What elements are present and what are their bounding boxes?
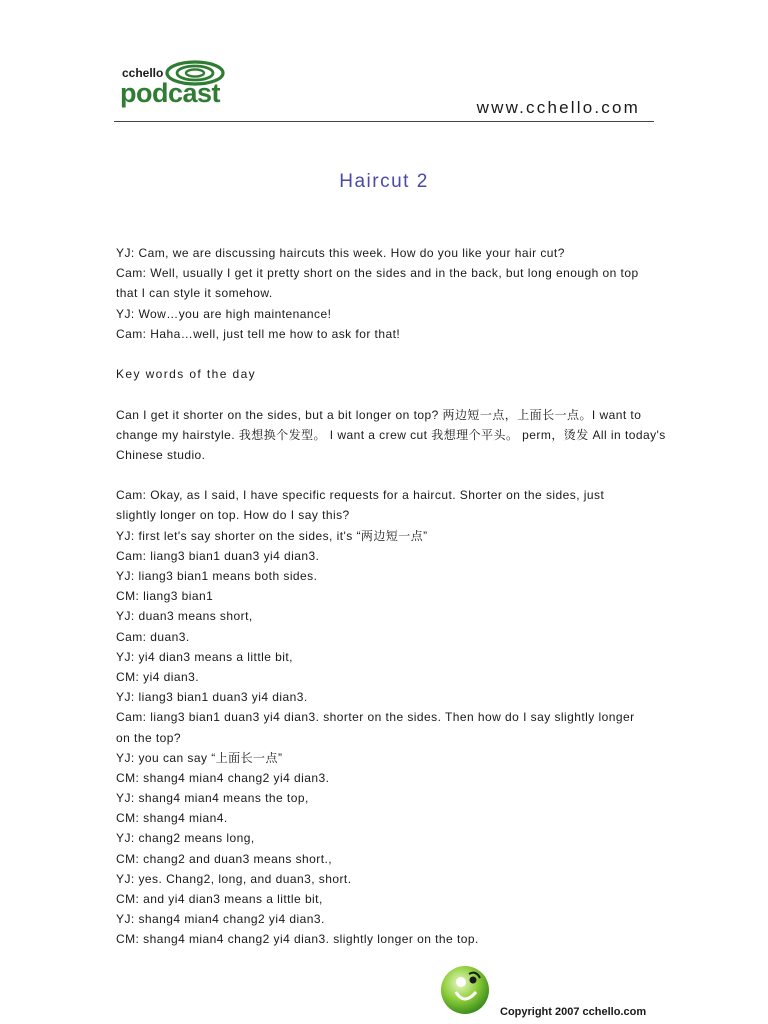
- dialogue-line: Cam: Okay, as I said, I have specific requests for a haircut. Shorter on the sides, just: [116, 488, 605, 503]
- keywords-line: Can I get it shorter on the sides, but a bit longer on top? 两边短一点，上面长一点。I want to: [116, 407, 642, 422]
- dialogue-line: CM: chang2 and duan3 means short.,: [116, 851, 333, 866]
- intro-line: Cam: Haha…well, just tell me how to ask for that!: [116, 326, 401, 341]
- transcript-body: [116, 243, 666, 950]
- dialogue-line: YJ: liang3 bian1 duan3 yi4 dian3.: [116, 690, 308, 705]
- paragraph-gap: [116, 384, 656, 404]
- dialogue-line: CM: liang3 bian1: [116, 589, 214, 604]
- dialogue-line: YJ: chang2 means long,: [116, 831, 255, 846]
- keywords-line: change my hairstyle. 我想换个发型。 I want a crew cut 我想理个平头。 perm，烫发 All in today's: [116, 427, 666, 442]
- intro-line: YJ: Wow…you are high maintenance!: [116, 306, 332, 321]
- green-ball-logo-icon: [438, 962, 494, 1018]
- dialogue-line: YJ: shang4 mian4 chang2 yi4 dian3.: [116, 912, 325, 927]
- intro-line: YJ: Cam, we are discussing haircuts this week. How do you like your hair cut?: [116, 246, 565, 260]
- dialogue-line: CM: shang4 mian4 chang2 yi4 dian3.: [116, 770, 330, 785]
- dialogue-line: Cam: duan3.: [116, 629, 190, 644]
- intro-line: that I can style it somehow.: [116, 286, 273, 301]
- keywords-section: [116, 405, 666, 466]
- dialogue-line: Cam: liang3 bian1 duan3 yi4 dian3.: [116, 548, 320, 563]
- header-divider: [114, 121, 654, 122]
- dialogue-section: [116, 485, 656, 949]
- dialogue-line: CM: shang4 mian4 chang2 yi4 dian3. slightly longer on the top.: [116, 932, 479, 947]
- copyright-notice: Copyright 2007 cchello.com: [500, 1006, 647, 1018]
- keywords-line: Chinese studio.: [116, 447, 206, 462]
- dialogue-line: CM: shang4 mian4.: [116, 811, 228, 826]
- dialogue-line: Cam: liang3 bian1 duan3 yi4 dian3. shorter on the sides. Then how do I say slightly longer: [116, 710, 635, 725]
- logo-wordmark-small: cchello: [122, 66, 164, 80]
- dialogue-line: YJ: you can say “上面长一点”: [116, 750, 283, 765]
- dialogue-line: CM: and yi4 dian3 means a little bit,: [116, 892, 323, 906]
- dialogue-line: YJ: yes. Chang2, long, and duan3, short.: [116, 871, 352, 886]
- keywords-heading: Key words of the day: [116, 367, 257, 382]
- dialogue-line: slightly longer on top. How do I say this?: [116, 508, 350, 523]
- dialogue-line: YJ: first let's say shorter on the sides, it's “两边短一点”: [116, 528, 428, 543]
- cchello-podcast-logo: [120, 60, 230, 110]
- dialogue-line: YJ: liang3 bian1 means both sides.: [116, 569, 318, 583]
- dialogue-line: CM: yi4 dian3.: [116, 669, 199, 684]
- intro-line: Cam: Well, usually I get it pretty short on the sides and in the back, but long enough on top: [116, 266, 639, 281]
- paragraph-gap: [116, 465, 656, 485]
- logo-wordmark-podcast: podcast: [120, 78, 221, 108]
- dialogue-line: YJ: yi4 dian3 means a little bit,: [116, 649, 293, 664]
- dialogue-line: YJ: duan3 means short,: [116, 609, 253, 624]
- site-url: www.cchello.com: [476, 98, 640, 117]
- document-title: Haircut 2: [339, 171, 429, 192]
- paragraph-gap: [116, 344, 656, 364]
- dialogue-line: YJ: shang4 mian4 means the top,: [116, 791, 309, 806]
- intro-section: [116, 243, 656, 344]
- dialogue-line: on the top?: [116, 730, 182, 745]
